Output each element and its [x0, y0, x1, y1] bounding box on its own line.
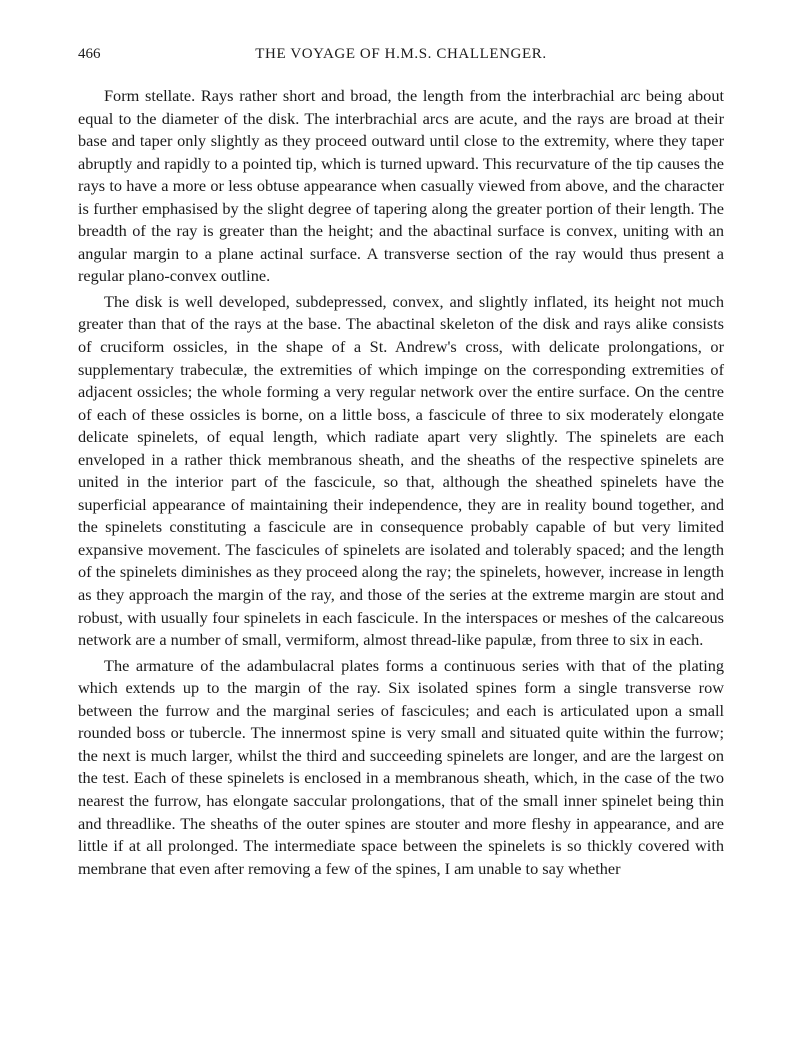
- paragraph: Form stellate. Rays rather short and broad, the length from the interbrachial arc being about equal to the diameter of the disk. The interbrachial arcs are acute, and the rays are broad at their base and taper only slightly as they proceed outward until close to the extremity, where they taper abruptly and rapidly to a pointed tip, which is turned upward. This recurvature of the tip causes the rays to have a more or less obtuse appearance when casually viewed from above, and the character is further emphasised by the slight degree of tapering along the greater portion of their length. The breadth of the ray is greater than the height; and the abactinal surface is convex, uniting with an angular margin to a plane actinal surface. A transverse section of the ray would thus present a regular plano-convex outline.: [78, 86, 724, 286]
- running-header: [78, 46, 724, 68]
- paragraph: The disk is well developed, subdepressed, convex, and slightly inflated, its height not much greater than that of the rays at the base. The abactinal skeleton of the disk and rays alike consists of cruciform ossicles, in the shape of a St. Andrew's cross, with delicate prolongations, or supplementary trabeculæ, the extremities of which impinge on the corresponding extremities of adjacent ossicles; the whole forming a very regular network over the entire surface. On the centre of each of these ossicles is borne, on a little boss, a fascicule of three to six moderately elongate delicate spinelets, of equal length, which radiate apart very slightly. The spinelets are each enveloped in a rather thick membranous sheath, and the sheaths of the respective spinelets are united in the interior part of the fascicule, so that, although the sheathed spinelets have the superficial appearance of maintaining their independence, they are in reality bound together, and the spinelets constituting a fascicule are in consequence probably capable of but very limited expansive movement. The fascicules of spinelets are isolated and tolerably spaced; and the length of the spinelets diminishes as they proceed along the ray; the spinelets, however, increase in length as they approach the margin of the ray, and those of the series at the extreme margin are stout and robust, with usually four spinelets in each fascicule. In the interspaces or meshes of the calcareous network are a number of small, vermiform, almost thread-like papulæ, from three to six in each.: [78, 291, 724, 650]
- body-text: [78, 85, 724, 880]
- running-title: THE VOYAGE OF H.M.S. CHALLENGER.: [255, 46, 547, 62]
- paragraph: The armature of the adambulacral plates forms a continuous series with that of the plating which extends up to the margin of the ray. Six isolated spines form a single transverse row between the furrow and the marginal series of fascicules; and each is articulated upon a small rounded boss or tubercle. The innermost spine is very small and situated quite within the furrow; the next is much larger, whilst the third and succeeding spinelets are longer, and are the largest on the test. Each of these spinelets is enclosed in a membranous sheath, which, in the case of the two nearest the furrow, has elongate saccular prolongations, that of the small inner spinelet being thin and threadlike. The sheaths of the outer spines are stouter and more fleshy in appearance, and are little if at all prolonged. The intermediate space between the spinelets is so thickly covered with membrane that even after removing a few of the spines, I am unable to say whether: [78, 655, 724, 878]
- page-number: 466: [78, 46, 101, 62]
